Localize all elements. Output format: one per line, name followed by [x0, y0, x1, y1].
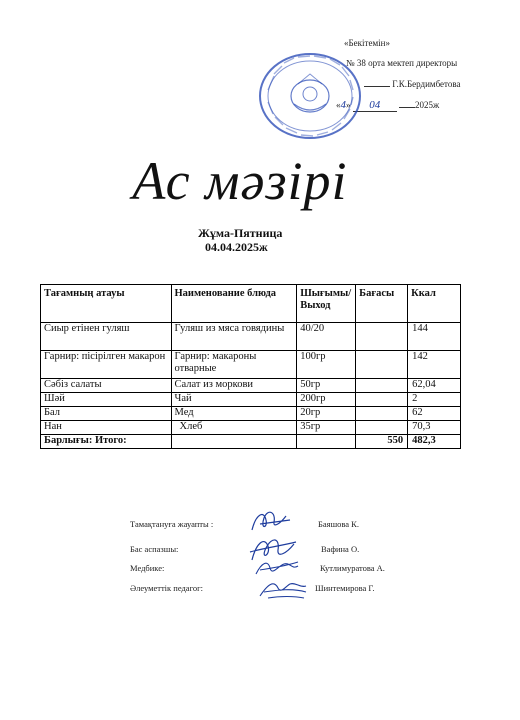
total-label: Барлығы: Итого: [41, 435, 172, 449]
column-header: Тағамның атауы [41, 285, 172, 323]
table-row [41, 379, 461, 393]
approval-date-day: 4 [340, 99, 346, 111]
table-cell [356, 407, 408, 421]
table-cell: 144 [408, 323, 461, 351]
signature-role: Медбике: [130, 563, 165, 573]
table-cell [171, 435, 297, 449]
table-cell: Бал [41, 407, 172, 421]
table-cell: Гарнир: макароны отварные [171, 351, 297, 379]
table-cell: 200гр [297, 393, 356, 407]
table-cell: 2 [408, 393, 461, 407]
approval-date-year: 2025ж [415, 100, 440, 110]
approval-director-line [364, 79, 460, 89]
table-cell: 20гр [297, 407, 356, 421]
table-cell: 50гр [297, 379, 356, 393]
handwritten-signature [256, 574, 310, 602]
column-header: Наименование блюда [171, 285, 297, 323]
approval-date-line: «4» 04 2025ж [336, 99, 440, 111]
signature-name: Вафина О. [321, 544, 360, 554]
table-cell: Мед [171, 407, 297, 421]
page-title: Ас мәзірі [132, 151, 348, 211]
table-cell [356, 351, 408, 379]
signature-name: Шинтемирова Г. [315, 583, 375, 593]
column-header: Бағасы [356, 285, 408, 323]
approval-director: Г.К.Бердимбетова [392, 79, 461, 89]
table-row [41, 323, 461, 351]
column-header: Ккал [408, 285, 461, 323]
signature-name: Кутлимуратова А. [320, 563, 385, 573]
table-cell: 62 [408, 407, 461, 421]
column-header: Шығымы/ Выход [297, 285, 356, 323]
approval-school: № 38 орта мектеп директоры [346, 58, 458, 68]
signature-role: Тамақтануға жауапты : [130, 519, 214, 529]
table-header-row [41, 285, 461, 323]
table-row [41, 393, 461, 407]
signature-name: Баяшова К. [318, 519, 359, 529]
total-kcal: 482,3 [408, 435, 461, 449]
official-seal-stamp [254, 50, 366, 142]
table-cell [297, 435, 356, 449]
table-cell [356, 393, 408, 407]
table-cell: 40/20 [297, 323, 356, 351]
table-cell: 142 [408, 351, 461, 379]
table-cell: 35гр [297, 421, 356, 435]
table-cell: Салат из моркови [171, 379, 297, 393]
table-cell: Шәй [41, 393, 172, 407]
total-price: 550 [356, 435, 408, 449]
table-cell: Сәбіз салаты [41, 379, 172, 393]
menu-day: Жұма-Пятница [198, 226, 283, 240]
table-cell: Хлеб [171, 421, 297, 435]
table-row [41, 407, 461, 421]
table-total-row [41, 435, 461, 449]
table-cell: Чай [171, 393, 297, 407]
approval-date-month: 04 [369, 99, 381, 111]
signature-role: Бас аспазшы: [130, 544, 179, 554]
table-cell: Гарнир: пісірілген макарон [41, 351, 172, 379]
table-cell: 62,04 [408, 379, 461, 393]
table-row [41, 351, 461, 379]
director-signature-blank [364, 86, 390, 87]
signature-role: Әлеуметтік педагог: [130, 583, 203, 593]
table-cell [356, 379, 408, 393]
table-cell: Гуляш из мяса говядины [171, 323, 297, 351]
table-cell: 70,3 [408, 421, 461, 435]
menu-table [40, 284, 461, 449]
table-cell: 100гр [297, 351, 356, 379]
menu-date: 04.04.2025ж [205, 240, 268, 254]
table-cell: Нан [41, 421, 172, 435]
approval-title: «Бекітемін» [344, 38, 390, 48]
table-row [41, 421, 461, 435]
table-cell: Сиыр етінен гуляш [41, 323, 172, 351]
table-cell [356, 323, 408, 351]
table-cell [356, 421, 408, 435]
